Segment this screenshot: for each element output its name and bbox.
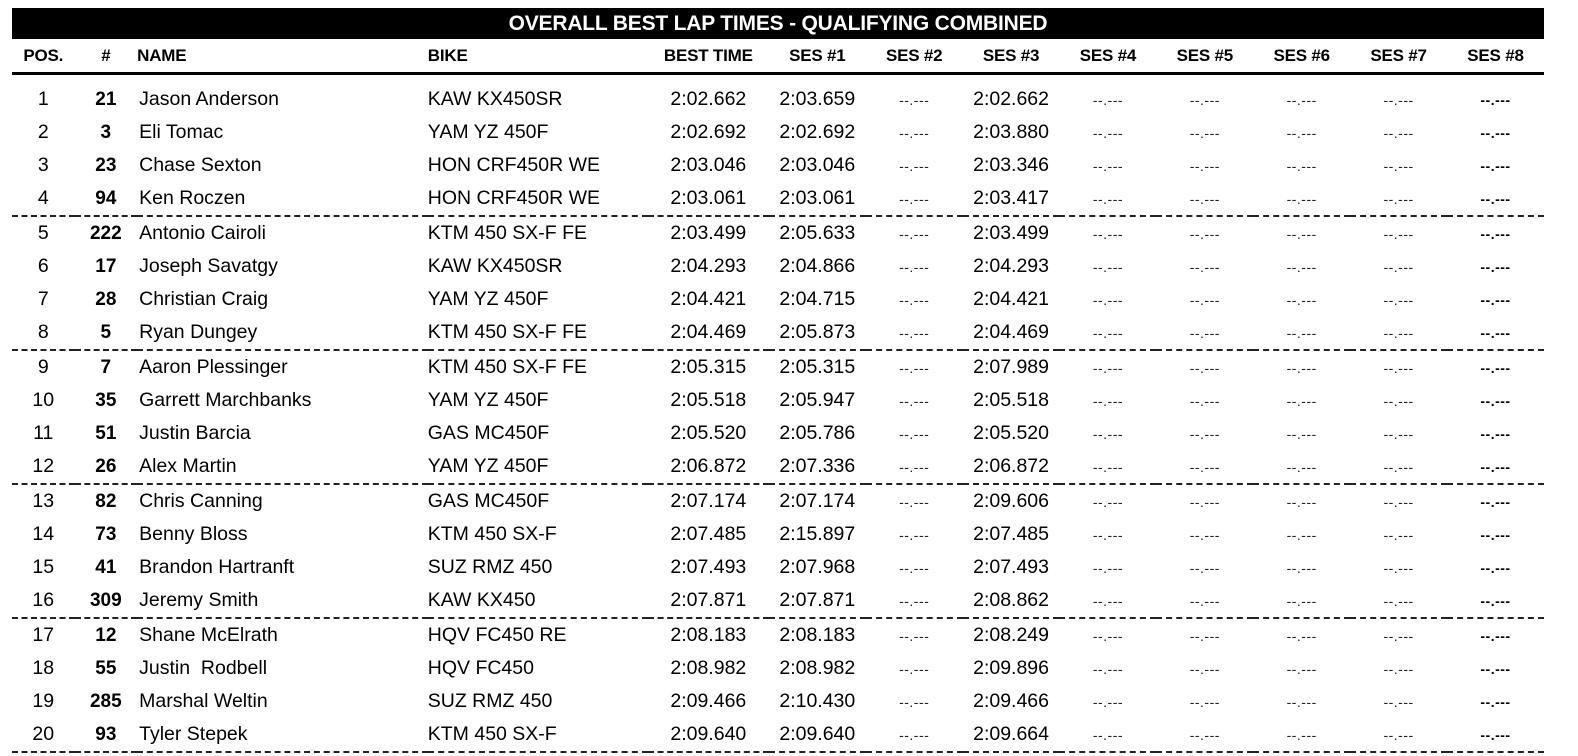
cell-best-time: 2:06.872 (648, 450, 769, 484)
cell-bike: HQV FC450 (427, 657, 534, 679)
cell-ses8: --.--- (1480, 425, 1511, 442)
cell-ses6: --.--- (1286, 392, 1317, 409)
cell-best-time: 2:08.982 (670, 657, 747, 679)
cell-ses6: --.--- (1286, 627, 1317, 644)
cell-number: 41 (95, 556, 117, 578)
cell-ses7: --.--- (1383, 559, 1414, 576)
cell-number: 26 (75, 450, 138, 484)
cell-best-time: 2:05.315 (670, 356, 747, 378)
cell-number: 17 (95, 255, 117, 277)
cell-ses2: --.--- (899, 291, 930, 308)
cell-ses4: --.--- (1059, 450, 1156, 484)
cell-bike: KTM 450 SX-F FE (428, 316, 648, 350)
cell-ses4: --.--- (1092, 359, 1124, 376)
cell-ses8: --.--- (1480, 291, 1511, 308)
cell-ses6: --.--- (1253, 316, 1350, 350)
cell-ses7: --.--- (1383, 493, 1414, 510)
table-row (12, 350, 1544, 384)
cell-pos: 7 (37, 288, 49, 310)
cell-ses7: --.--- (1383, 359, 1414, 376)
column-header-ses2: SES #2 (866, 39, 963, 74)
cell-ses6: --.--- (1286, 157, 1317, 174)
cell-pos: 20 (12, 718, 75, 752)
cell-ses4: --.--- (1092, 660, 1124, 677)
cell-ses4: --.--- (1092, 693, 1124, 710)
cell-ses7: --.--- (1383, 124, 1414, 141)
column-header-name: NAME (137, 39, 428, 74)
cell-ses7: --.--- (1383, 392, 1414, 409)
cell-ses3: 2:05.520 (973, 422, 1049, 444)
cell-ses2: --.--- (866, 718, 963, 752)
column-header-ses8: SES #8 (1447, 39, 1544, 74)
cell-ses7: --.--- (1383, 258, 1414, 275)
table-row (12, 417, 1544, 450)
cell-ses8: --.--- (1480, 157, 1511, 174)
cell-best-time: 2:03.499 (670, 222, 747, 244)
cell-best-time: 2:03.046 (670, 154, 747, 176)
column-header-bike: BIKE (428, 39, 648, 74)
cell-ses1: 2:04.866 (779, 255, 856, 277)
cell-ses4: --.--- (1059, 316, 1156, 350)
cell-ses1: 2:07.336 (769, 450, 866, 484)
cell-number: 35 (95, 389, 117, 411)
cell-ses8: --.--- (1447, 718, 1544, 752)
cell-ses5: --.--- (1189, 291, 1220, 308)
cell-name: Garrett Marchbanks (139, 389, 312, 411)
cell-name: Christian Craig (139, 288, 269, 310)
column-header-best-time: BEST TIME (648, 39, 769, 74)
cell-ses2: --.--- (899, 526, 930, 543)
cell-ses2: --.--- (866, 316, 963, 350)
cell-ses8: --.--- (1480, 359, 1511, 376)
cell-ses8: --.--- (1447, 316, 1544, 350)
cell-ses2: --.--- (899, 392, 930, 409)
cell-ses8: --.--- (1480, 124, 1511, 141)
cell-name: Tyler Stepek (137, 718, 428, 752)
cell-ses6: --.--- (1286, 425, 1317, 442)
cell-ses5: --.--- (1189, 359, 1220, 376)
cell-ses3: 2:03.346 (973, 154, 1049, 176)
cell-bike: YAM YZ 450F (427, 121, 549, 143)
cell-ses8: --.--- (1480, 526, 1511, 543)
cell-ses1: 2:03.046 (779, 154, 856, 176)
cell-ses3: 2:07.485 (973, 523, 1049, 545)
cell-ses3: 2:04.469 (963, 316, 1060, 350)
table-header-row (12, 39, 1544, 74)
table-row (12, 518, 1544, 551)
cell-pos: 12 (12, 450, 75, 484)
cell-ses4: --.--- (1092, 526, 1124, 543)
cell-ses1: 2:02.692 (779, 121, 856, 143)
cell-ses6: --.--- (1286, 359, 1317, 376)
cell-ses4: --.--- (1092, 425, 1124, 442)
table-body (12, 74, 1544, 753)
cell-number: 82 (95, 490, 117, 512)
cell-number: 7 (100, 356, 112, 378)
cell-best-time: 2:04.469 (648, 316, 769, 350)
cell-ses2: --.--- (899, 124, 930, 141)
cell-ses6: --.--- (1286, 693, 1317, 710)
cell-ses7: --.--- (1383, 291, 1414, 308)
cell-ses6: --.--- (1286, 124, 1317, 141)
cell-ses6: --.--- (1253, 584, 1350, 618)
cell-number: 12 (95, 624, 117, 646)
table-row (12, 484, 1544, 518)
header-spacer (12, 74, 1544, 84)
cell-ses5: --.--- (1189, 559, 1220, 576)
cell-ses8: --.--- (1480, 392, 1511, 409)
cell-number: 93 (75, 718, 138, 752)
cell-ses7: --.--- (1350, 584, 1447, 618)
table-row (12, 250, 1544, 283)
cell-pos: 4 (12, 182, 75, 216)
cell-number: 28 (95, 288, 117, 310)
cell-best-time: 2:05.518 (670, 389, 747, 411)
cell-best-time: 2:03.061 (648, 182, 769, 216)
cell-number: 73 (95, 523, 117, 545)
cell-ses5: --.--- (1156, 584, 1253, 618)
cell-name: Marshal Weltin (139, 690, 268, 712)
cell-best-time: 2:04.293 (670, 255, 747, 277)
cell-ses2: --.--- (866, 450, 963, 484)
table-row (12, 316, 1544, 350)
cell-ses1: 2:15.897 (779, 523, 856, 545)
cell-ses3: 2:08.249 (973, 624, 1049, 646)
cell-ses4: --.--- (1092, 392, 1124, 409)
cell-ses2: --.--- (899, 660, 930, 677)
cell-ses1: 2:04.715 (779, 288, 856, 310)
cell-ses5: --.--- (1189, 493, 1220, 510)
cell-name: Chase Sexton (139, 154, 262, 176)
cell-pos: 13 (32, 490, 55, 512)
table-row (12, 652, 1544, 685)
cell-ses8: --.--- (1480, 258, 1511, 275)
cell-bike: KTM 450 SX-F FE (427, 356, 588, 378)
cell-pos: 1 (37, 88, 49, 110)
cell-ses7: --.--- (1383, 225, 1414, 242)
cell-bike: YAM YZ 450F (427, 389, 549, 411)
cell-ses5: --.--- (1156, 182, 1253, 216)
cell-ses7: --.--- (1350, 450, 1447, 484)
cell-pos: 9 (37, 356, 49, 378)
cell-ses6: --.--- (1286, 258, 1317, 275)
table-row (12, 584, 1544, 618)
cell-ses4: --.--- (1059, 584, 1156, 618)
cell-ses5: --.--- (1189, 425, 1220, 442)
cell-name: Joseph Savatgy (139, 255, 278, 277)
cell-ses2: --.--- (899, 157, 930, 174)
cell-best-time: 2:04.421 (670, 288, 747, 310)
cell-ses5: --.--- (1189, 258, 1220, 275)
cell-ses5: --.--- (1156, 316, 1253, 350)
cell-bike: SUZ RMZ 450 (427, 690, 553, 712)
cell-ses7: --.--- (1383, 425, 1414, 442)
cell-ses3: 2:04.421 (973, 288, 1049, 310)
cell-ses8: --.--- (1447, 584, 1544, 618)
cell-pos: 2 (37, 121, 49, 143)
cell-ses1: 2:03.061 (769, 182, 866, 216)
column-header-pos: POS. (12, 39, 75, 74)
cell-ses1: 2:08.183 (779, 624, 856, 646)
cell-ses3: 2:09.606 (973, 490, 1049, 512)
cell-ses2: --.--- (899, 359, 930, 376)
cell-ses7: --.--- (1383, 693, 1414, 710)
cell-bike: YAM YZ 450F (428, 450, 648, 484)
cell-ses2: --.--- (866, 182, 963, 216)
cell-best-time: 2:07.871 (648, 584, 769, 618)
cell-name: Brandon Hartranft (139, 556, 295, 578)
cell-ses6: --.--- (1286, 559, 1317, 576)
cell-ses1: 2:07.871 (769, 584, 866, 618)
cell-ses1: 2:05.633 (779, 222, 856, 244)
cell-name: Justin Barcia (139, 422, 251, 444)
results-title: OVERALL BEST LAP TIMES - QUALIFYING COMBINED (12, 8, 1544, 39)
cell-ses6: --.--- (1286, 526, 1317, 543)
cell-bike: KTM 450 SX-F FE (427, 222, 588, 244)
table-row (12, 283, 1544, 316)
results-sheet (12, 8, 1544, 753)
cell-bike: HON CRF450R WE (427, 154, 601, 176)
lap-times-table (12, 39, 1544, 753)
cell-ses8: --.--- (1447, 182, 1544, 216)
cell-ses1: 2:05.947 (779, 389, 856, 411)
cell-ses3: 2:07.989 (973, 356, 1049, 378)
table-row (12, 149, 1544, 182)
cell-pos: 11 (33, 422, 54, 444)
cell-bike: HON CRF450R WE (428, 182, 648, 216)
cell-ses6: --.--- (1286, 660, 1317, 677)
cell-name: Alex Martin (137, 450, 428, 484)
cell-ses6: --.--- (1286, 91, 1317, 108)
cell-ses7: --.--- (1383, 627, 1414, 644)
cell-best-time: 2:09.640 (648, 718, 769, 752)
cell-ses5: --.--- (1189, 392, 1220, 409)
cell-ses5: --.--- (1189, 157, 1220, 174)
cell-ses3: 2:06.872 (963, 450, 1060, 484)
cell-pos: 15 (32, 556, 55, 578)
cell-ses1: 2:05.873 (769, 316, 866, 350)
cell-ses2: --.--- (899, 91, 930, 108)
cell-ses4: --.--- (1092, 291, 1124, 308)
cell-ses3: 2:03.417 (963, 182, 1060, 216)
cell-best-time: 2:07.485 (670, 523, 747, 545)
table-row (12, 384, 1544, 417)
cell-ses6: --.--- (1253, 718, 1350, 752)
cell-name: Aaron Plessinger (139, 356, 288, 378)
cell-bike: KAW KX450SR (427, 255, 563, 277)
cell-ses1: 2:05.786 (779, 422, 856, 444)
cell-ses7: --.--- (1383, 526, 1414, 543)
cell-pos: 16 (12, 584, 75, 618)
cell-bike: KAW KX450 (428, 584, 648, 618)
cell-bike: HQV FC450 RE (427, 624, 567, 646)
cell-ses2: --.--- (899, 627, 930, 644)
cell-name: Ken Roczen (137, 182, 428, 216)
cell-ses5: --.--- (1156, 718, 1253, 752)
table-row (12, 618, 1544, 652)
cell-number: 51 (95, 422, 117, 444)
cell-ses8: --.--- (1480, 225, 1511, 242)
cell-ses8: --.--- (1480, 493, 1511, 510)
table-row (12, 182, 1544, 216)
table-row (12, 116, 1544, 149)
cell-ses3: 2:09.466 (973, 690, 1049, 712)
cell-ses8: --.--- (1480, 559, 1511, 576)
cell-pos: 18 (32, 657, 55, 679)
cell-ses1: 2:10.430 (779, 690, 856, 712)
cell-best-time: 2:02.662 (670, 88, 747, 110)
column-header-ses1: SES #1 (769, 39, 866, 74)
cell-name: Eli Tomac (139, 121, 224, 143)
cell-ses1: 2:07.174 (779, 490, 856, 512)
cell-name: Jason Anderson (139, 88, 279, 110)
cell-name: Shane McElrath (139, 624, 278, 646)
column-header-ses5: SES #5 (1156, 39, 1253, 74)
cell-name: Antonio Cairoli (139, 222, 266, 244)
cell-ses8: --.--- (1480, 693, 1511, 710)
column-header-ses6: SES #6 (1253, 39, 1350, 74)
table-row (12, 718, 1544, 752)
cell-best-time: 2:02.692 (670, 121, 747, 143)
table-row (12, 551, 1544, 584)
cell-ses4: --.--- (1092, 157, 1124, 174)
cell-ses5: --.--- (1189, 627, 1220, 644)
cell-ses2: --.--- (899, 425, 930, 442)
cell-ses1: 2:07.968 (779, 556, 856, 578)
cell-ses1: 2:03.659 (779, 88, 856, 110)
cell-ses3: 2:09.896 (973, 657, 1049, 679)
cell-ses4: --.--- (1059, 718, 1156, 752)
cell-pos: 3 (37, 154, 49, 176)
cell-ses7: --.--- (1350, 316, 1447, 350)
cell-ses5: --.--- (1189, 91, 1220, 108)
cell-ses6: --.--- (1286, 291, 1317, 308)
cell-ses5: --.--- (1189, 693, 1220, 710)
table-row (12, 450, 1544, 484)
cell-ses8: --.--- (1480, 91, 1511, 108)
cell-ses1: 2:08.982 (779, 657, 856, 679)
cell-ses3: 2:03.499 (973, 222, 1049, 244)
cell-bike: KTM 450 SX-F (428, 718, 648, 752)
cell-ses5: --.--- (1189, 225, 1220, 242)
cell-bike: GAS MC450F (427, 490, 550, 512)
cell-number: 285 (89, 690, 122, 712)
cell-ses6: --.--- (1286, 225, 1317, 242)
cell-best-time: 2:07.493 (670, 556, 747, 578)
cell-ses6: --.--- (1286, 493, 1317, 510)
cell-ses2: --.--- (899, 559, 930, 576)
cell-ses3: 2:04.293 (973, 255, 1049, 277)
cell-best-time: 2:08.183 (670, 624, 747, 646)
cell-ses3: 2:02.662 (973, 88, 1049, 110)
cell-number: 222 (89, 222, 122, 244)
cell-name: Jeremy Smith (137, 584, 428, 618)
column-header-ses3: SES #3 (963, 39, 1060, 74)
cell-bike: KAW KX450SR (427, 88, 563, 110)
cell-ses8: --.--- (1480, 627, 1511, 644)
cell-pos: 6 (37, 255, 49, 277)
table-row (12, 83, 1544, 116)
cell-number: 55 (95, 657, 117, 679)
cell-best-time: 2:07.174 (670, 490, 747, 512)
cell-ses4: --.--- (1092, 225, 1124, 242)
cell-name: Chris Canning (139, 490, 263, 512)
cell-pos: 14 (32, 523, 55, 545)
table-row (12, 216, 1544, 250)
cell-ses2: --.--- (899, 225, 930, 242)
cell-bike: YAM YZ 450F (427, 288, 549, 310)
cell-ses7: --.--- (1383, 91, 1414, 108)
cell-ses4: --.--- (1092, 124, 1124, 141)
cell-bike: KTM 450 SX-F (427, 523, 557, 545)
cell-ses3: 2:09.664 (963, 718, 1060, 752)
cell-ses5: --.--- (1189, 526, 1220, 543)
cell-ses4: --.--- (1059, 182, 1156, 216)
cell-number: 94 (75, 182, 138, 216)
cell-ses5: --.--- (1156, 450, 1253, 484)
cell-ses4: --.--- (1092, 91, 1124, 108)
cell-number: 23 (95, 154, 117, 176)
cell-ses2: --.--- (866, 584, 963, 618)
column-header-ses4: SES #4 (1059, 39, 1156, 74)
cell-ses7: --.--- (1383, 157, 1414, 174)
cell-ses1: 2:05.315 (779, 356, 856, 378)
cell-ses2: --.--- (899, 693, 930, 710)
column-header-ses7: SES #7 (1350, 39, 1447, 74)
cell-ses8: --.--- (1447, 450, 1544, 484)
column-header-number: # (75, 39, 138, 74)
cell-ses3: 2:08.862 (963, 584, 1060, 618)
cell-ses3: 2:03.880 (973, 121, 1049, 143)
cell-ses4: --.--- (1092, 258, 1124, 275)
cell-ses6: --.--- (1253, 182, 1350, 216)
cell-ses7: --.--- (1383, 660, 1414, 677)
cell-pos: 8 (12, 316, 75, 350)
cell-pos: 17 (32, 624, 55, 646)
cell-best-time: 2:09.466 (670, 690, 747, 712)
cell-ses3: 2:07.493 (973, 556, 1049, 578)
cell-ses1: 2:09.640 (769, 718, 866, 752)
cell-ses2: --.--- (899, 258, 930, 275)
cell-name: Justin Rodbell (139, 657, 268, 679)
cell-number: 3 (100, 121, 112, 143)
cell-ses4: --.--- (1092, 559, 1124, 576)
cell-pos: 5 (37, 222, 49, 244)
cell-ses8: --.--- (1480, 660, 1511, 677)
table-row (12, 685, 1544, 718)
cell-name: Benny Bloss (139, 523, 248, 545)
cell-name: Ryan Dungey (137, 316, 428, 350)
cell-ses2: --.--- (899, 493, 930, 510)
cell-number: 21 (95, 88, 117, 110)
cell-bike: SUZ RMZ 450 (427, 556, 553, 578)
cell-ses6: --.--- (1253, 450, 1350, 484)
cell-best-time: 2:05.520 (670, 422, 747, 444)
cell-ses7: --.--- (1350, 718, 1447, 752)
cell-ses4: --.--- (1092, 493, 1124, 510)
cell-ses5: --.--- (1189, 660, 1220, 677)
cell-bike: GAS MC450F (427, 422, 550, 444)
cell-ses4: --.--- (1092, 627, 1124, 644)
cell-pos: 19 (32, 690, 55, 712)
cell-ses7: --.--- (1350, 182, 1447, 216)
cell-ses5: --.--- (1189, 124, 1220, 141)
cell-ses3: 2:05.518 (973, 389, 1049, 411)
cell-number: 309 (75, 584, 138, 618)
cell-number: 5 (75, 316, 138, 350)
cell-pos: 10 (32, 389, 55, 411)
